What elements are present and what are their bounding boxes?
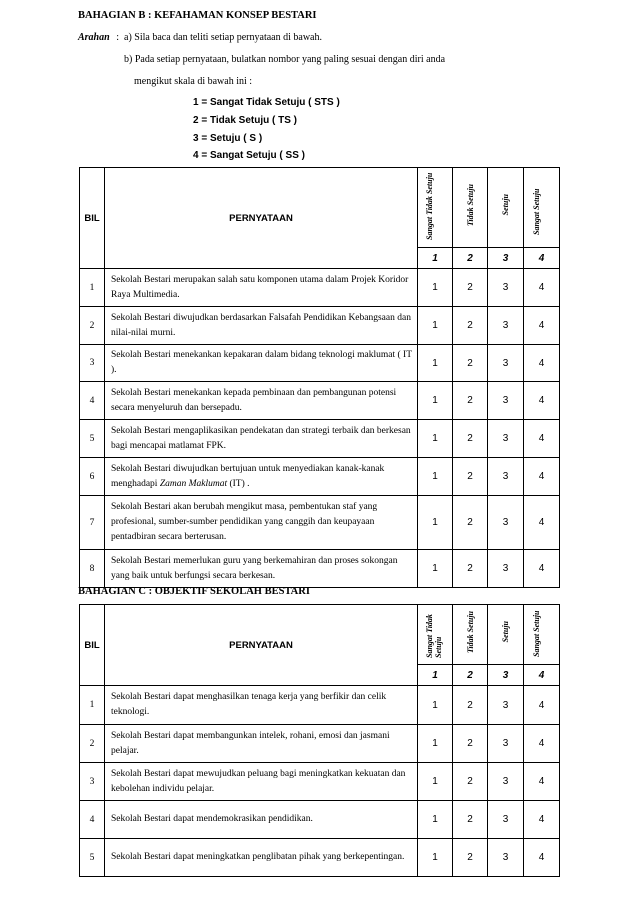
section-b-table bbox=[79, 167, 560, 588]
statement-text: Sekolah Bestari dapat membangunkan intelek, rohani, emosi dan jasmani pelajar. bbox=[105, 725, 418, 763]
scale-num-3: 3 bbox=[488, 248, 524, 269]
option-1[interactable]: 1 bbox=[418, 345, 453, 382]
section-c-title: BAHAGIAN C : OBJEKTIF SEKOLAH BESTARI bbox=[78, 586, 310, 597]
row-number: 2 bbox=[80, 725, 105, 763]
statement-text: Sekolah Bestari menekankan kepakaran dalam bidang teknologi maklumat ( IT ). bbox=[105, 345, 418, 382]
option-1[interactable]: 1 bbox=[418, 725, 453, 763]
option-3[interactable]: 3 bbox=[488, 269, 524, 307]
col-s-header: Setuju bbox=[488, 605, 524, 665]
option-3[interactable]: 3 bbox=[488, 458, 524, 496]
option-2[interactable]: 2 bbox=[453, 839, 488, 877]
option-4[interactable]: 4 bbox=[524, 686, 560, 725]
option-3[interactable]: 3 bbox=[488, 550, 524, 588]
option-1[interactable]: 1 bbox=[418, 801, 453, 839]
scale-num-1: 1 bbox=[418, 248, 453, 269]
option-4[interactable]: 4 bbox=[524, 839, 560, 877]
pernyataan-header: PERNYATAAN bbox=[105, 168, 418, 269]
instruction-a: a) Sila baca dan teliti setiap pernyataan di bawah. bbox=[124, 32, 322, 43]
option-1[interactable]: 1 bbox=[418, 307, 453, 345]
option-1[interactable]: 1 bbox=[418, 458, 453, 496]
statement-text: Sekolah Bestari merupakan salah satu komponen utama dalam Projek Koridor Raya Multimedia. bbox=[105, 269, 418, 307]
option-3[interactable]: 3 bbox=[488, 839, 524, 877]
option-1[interactable]: 1 bbox=[418, 496, 453, 550]
table-row bbox=[80, 269, 560, 307]
zaman-maklumat-italic: Zaman Maklumat bbox=[159, 478, 228, 489]
col-sts-header: Sangat Tidak Setuju bbox=[418, 605, 453, 665]
scale-num-3: 3 bbox=[488, 665, 524, 686]
scale-num-2: 2 bbox=[453, 665, 488, 686]
statement-text: Sekolah Bestari akan berubah mengikut masa, pembentukan staf yang profesional, sumber-sumber pendidikan yang canggih dan keupayaan pentadbiran secara berterusan. bbox=[105, 496, 418, 550]
table-row bbox=[80, 725, 560, 763]
statement-text: Sekolah Bestari dapat menghasilkan tenaga kerja yang berfikir dan celik teknologi. bbox=[105, 686, 418, 725]
option-4[interactable]: 4 bbox=[524, 345, 560, 382]
statement-text: Sekolah Bestari mengaplikasikan pendekatan dan strategi terbaik dan berkesan bagi mencapai matlamat FPK. bbox=[105, 420, 418, 458]
instructions-label bbox=[78, 32, 119, 43]
scale-num-2: 2 bbox=[453, 248, 488, 269]
option-2[interactable]: 2 bbox=[453, 382, 488, 420]
option-2[interactable]: 2 bbox=[453, 269, 488, 307]
row-number: 2 bbox=[80, 307, 105, 345]
option-4[interactable]: 4 bbox=[524, 763, 560, 801]
section-b-title: BAHAGIAN B : KEFAHAMAN KONSEP BESTARI bbox=[78, 10, 317, 21]
statement-text: Sekolah Bestari diwujudkan berdasarkan Falsafah Pendidikan Kebangsaan dan nilai-nilai murni. bbox=[105, 307, 418, 345]
option-3[interactable]: 3 bbox=[488, 686, 524, 725]
statement-text: Sekolah Bestari dapat mendemokrasikan pendidikan. bbox=[105, 801, 418, 839]
option-2[interactable]: 2 bbox=[453, 345, 488, 382]
table-row bbox=[80, 763, 560, 801]
option-1[interactable]: 1 bbox=[418, 269, 453, 307]
header-row bbox=[80, 605, 560, 665]
option-1[interactable]: 1 bbox=[418, 686, 453, 725]
option-1[interactable]: 1 bbox=[418, 550, 453, 588]
scale-item-2: 2 = Tidak Setuju ( TS ) bbox=[193, 115, 298, 126]
option-3[interactable]: 3 bbox=[488, 420, 524, 458]
option-3[interactable]: 3 bbox=[488, 801, 524, 839]
table-row bbox=[80, 839, 560, 877]
statement-text: Sekolah Bestari menekankan kepada pembinaan dan pembangunan potensi secara menyeluruh dan bersepadu. bbox=[105, 382, 418, 420]
option-3[interactable]: 3 bbox=[488, 725, 524, 763]
scale-num-1: 1 bbox=[418, 665, 453, 686]
option-2[interactable]: 2 bbox=[453, 686, 488, 725]
arahan-separator: : bbox=[116, 32, 119, 43]
pernyataan-header: PERNYATAAN bbox=[105, 605, 418, 686]
scale-num-4: 4 bbox=[524, 665, 560, 686]
statement-text: Sekolah Bestari memerlukan guru yang berkemahiran dan proses sokongan yang baik untuk berfungsi secara berkesan. bbox=[105, 550, 418, 588]
scale-num-4: 4 bbox=[524, 248, 560, 269]
row-number: 5 bbox=[80, 839, 105, 877]
option-2[interactable]: 2 bbox=[453, 420, 488, 458]
table-row bbox=[80, 801, 560, 839]
option-4[interactable]: 4 bbox=[524, 269, 560, 307]
option-4[interactable]: 4 bbox=[524, 382, 560, 420]
section-c-table bbox=[79, 604, 560, 877]
row-number: 5 bbox=[80, 420, 105, 458]
option-4[interactable]: 4 bbox=[524, 420, 560, 458]
bil-header: BIL bbox=[80, 168, 105, 269]
option-4[interactable]: 4 bbox=[524, 458, 560, 496]
statement-text: Sekolah Bestari diwujudkan bertujuan untuk menyediakan kanak-kanak menghadapi Zaman Maklumat (IT) . bbox=[105, 458, 418, 496]
arahan-label: Arahan bbox=[78, 32, 110, 43]
option-4[interactable]: 4 bbox=[524, 550, 560, 588]
option-2[interactable]: 2 bbox=[453, 496, 488, 550]
table-row bbox=[80, 496, 560, 550]
option-2[interactable]: 2 bbox=[453, 458, 488, 496]
bil-header: BIL bbox=[80, 605, 105, 686]
table-row bbox=[80, 458, 560, 496]
option-3[interactable]: 3 bbox=[488, 763, 524, 801]
option-4[interactable]: 4 bbox=[524, 725, 560, 763]
option-3[interactable]: 3 bbox=[488, 307, 524, 345]
row-number: 3 bbox=[80, 763, 105, 801]
option-1[interactable]: 1 bbox=[418, 420, 453, 458]
row-number: 1 bbox=[80, 686, 105, 725]
table-row bbox=[80, 382, 560, 420]
option-2[interactable]: 2 bbox=[453, 550, 488, 588]
col-ts-header: Tidak Setuju bbox=[453, 168, 488, 248]
option-2[interactable]: 2 bbox=[453, 307, 488, 345]
option-1[interactable]: 1 bbox=[418, 763, 453, 801]
row-number: 7 bbox=[80, 496, 105, 550]
table-row bbox=[80, 420, 560, 458]
option-4[interactable]: 4 bbox=[524, 801, 560, 839]
option-3[interactable]: 3 bbox=[488, 345, 524, 382]
option-3[interactable]: 3 bbox=[488, 382, 524, 420]
statement-text: Sekolah Bestari dapat mewujudkan peluang bagi meningkatkan kekuatan dan kebolehan individu pelajar. bbox=[105, 763, 418, 801]
option-2[interactable]: 2 bbox=[453, 801, 488, 839]
row-number: 3 bbox=[80, 345, 105, 382]
option-2[interactable]: 2 bbox=[453, 763, 488, 801]
option-4[interactable]: 4 bbox=[524, 496, 560, 550]
option-1[interactable]: 1 bbox=[418, 839, 453, 877]
scale-item-1: 1 = Sangat Tidak Setuju ( STS ) bbox=[193, 97, 340, 108]
statement-text: Sekolah Bestari dapat meningkatkan penglibatan pihak yang berkepentingan. bbox=[105, 839, 418, 877]
col-ss-header: Sangat Setuju bbox=[524, 168, 560, 248]
scale-item-4: 4 = Sangat Setuju ( SS ) bbox=[193, 150, 305, 161]
instruction-c: mengikut skala di bawah ini : bbox=[134, 76, 253, 87]
table-row bbox=[80, 686, 560, 725]
header-row bbox=[80, 168, 560, 248]
option-1[interactable]: 1 bbox=[418, 382, 453, 420]
row-number: 8 bbox=[80, 550, 105, 588]
option-3[interactable]: 3 bbox=[488, 496, 524, 550]
table-row bbox=[80, 550, 560, 588]
col-ts-header: Tidak Setuju bbox=[453, 605, 488, 665]
row-number: 1 bbox=[80, 269, 105, 307]
option-2[interactable]: 2 bbox=[453, 725, 488, 763]
scale-item-3: 3 = Setuju ( S ) bbox=[193, 133, 263, 144]
row-number: 4 bbox=[80, 382, 105, 420]
instruction-b: b) Pada setiap pernyataan, bulatkan nombor yang paling sesuai dengan diri anda bbox=[124, 54, 446, 65]
row-number: 6 bbox=[80, 458, 105, 496]
row-number: 4 bbox=[80, 801, 105, 839]
col-sts-header: Sangat Tidak Setuju bbox=[418, 168, 453, 248]
option-4[interactable]: 4 bbox=[524, 307, 560, 345]
col-ss-header: Sangat Setuju bbox=[524, 605, 560, 665]
col-s-header: Setuju bbox=[488, 168, 524, 248]
table-row bbox=[80, 345, 560, 382]
table-row bbox=[80, 307, 560, 345]
